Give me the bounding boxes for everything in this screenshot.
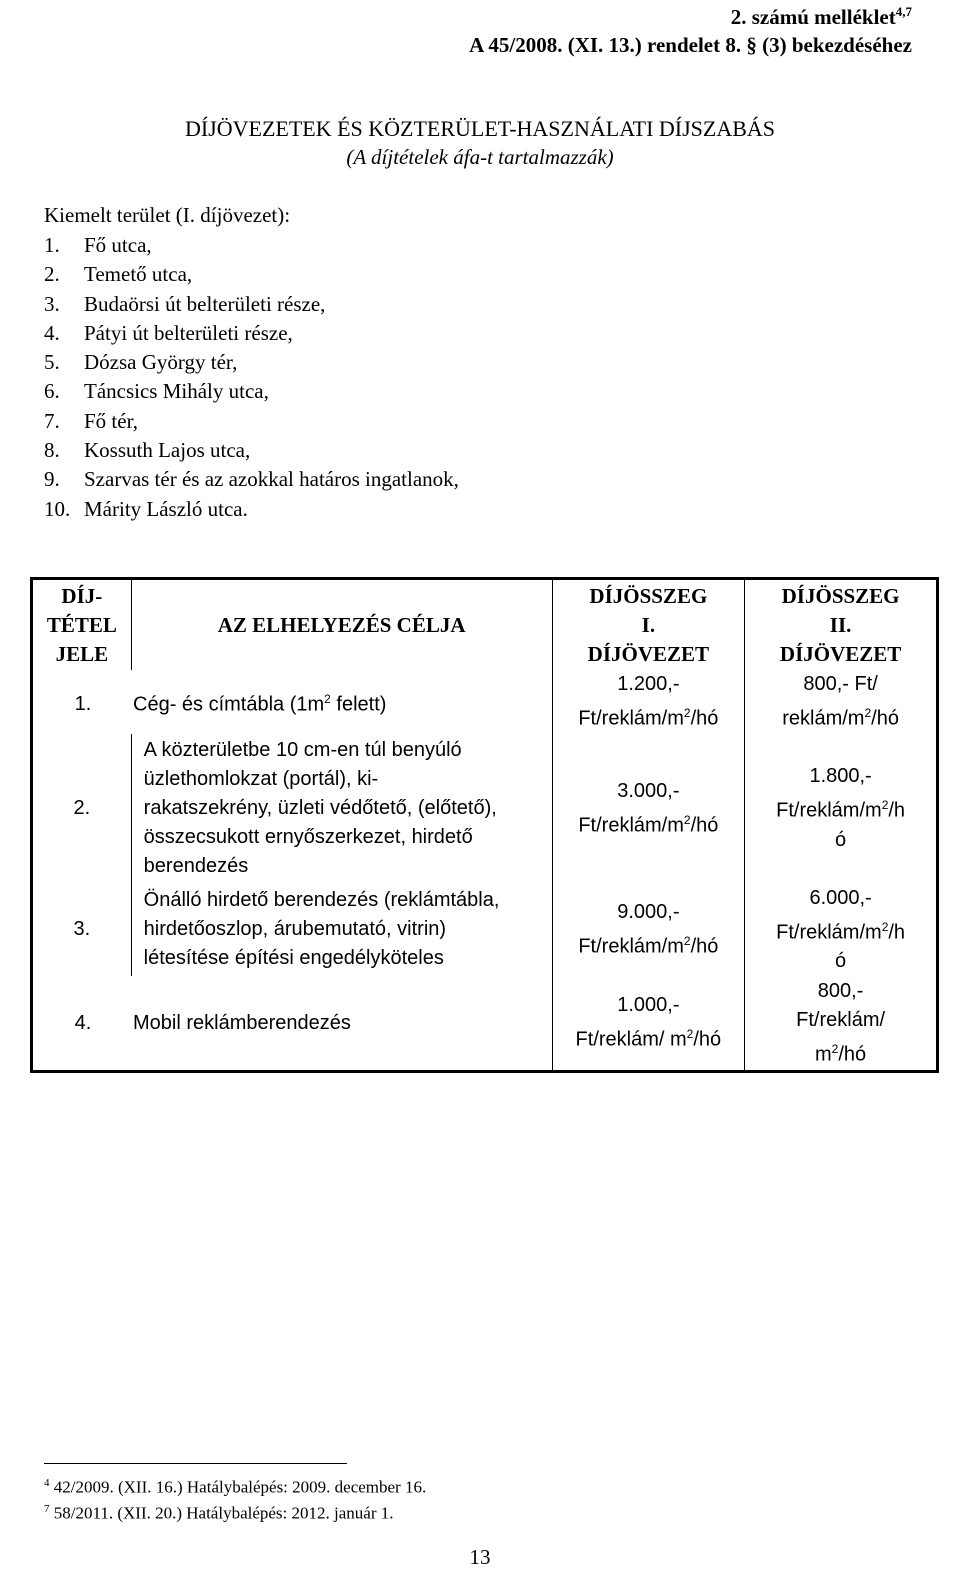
zone-1-fee: 3.000,- $Ft/reklám/m^2/hó$ — [552, 734, 745, 884]
header-purpose: AZ ELHELYEZÉS CÉLJA — [131, 579, 552, 671]
street-item: 8. Kossuth Lajos utca, — [44, 438, 251, 463]
street-item: 6. Táncsics Mihály utca, — [44, 379, 269, 404]
street-list — [44, 231, 459, 524]
street-item: 9. Szarvas tér és az azokkal határos ingatlanok, — [44, 467, 459, 492]
annex-title: 2. számú melléklet$^{4,7}$ — [730, 4, 912, 29]
row-code: 3. — [73, 918, 91, 941]
row-code: 2. — [73, 797, 91, 820]
table-header-row — [32, 579, 938, 671]
street-item: 1. Fő utca, — [44, 233, 152, 257]
row-code: 1. — [74, 693, 92, 716]
annex-footnote-refs: 4,7 — [895, 4, 912, 19]
zone-1-fee: 9.000,- $Ft/reklám/m^2/hó$ — [552, 884, 745, 977]
zone-2-fee: 800,- Ft/reklám/ $m^2/hó$ — [745, 976, 938, 1071]
street-item: 10. Márity László utca. — [44, 496, 248, 521]
page-number: 13 — [469, 1545, 491, 1569]
footnote: $^4$ 42/2009. (XII. 16.) Hatálybalépés: 2009. december 16. — [44, 1477, 427, 1497]
table-row — [32, 884, 938, 977]
row-purpose: 1. Cég- és címtábla ($1m^2$ felett) — [32, 670, 553, 734]
street-item: 7. Fő tér, — [44, 408, 138, 433]
fee-table — [30, 577, 939, 1073]
document-subtitle: (A díjtételek áfa-t tartalmazzák) — [346, 145, 614, 169]
footnote-divider — [44, 1463, 347, 1464]
street-item: 5. Dózsa György tér, — [44, 350, 238, 375]
decree-reference: A 45/2008. (XI. 13.) rendelet 8. § (3) bekezdéséhez — [469, 33, 912, 57]
footnote: $^7$ 58/2011. (XII. 20.) Hatálybalépés: 2012. január 1. — [44, 1503, 394, 1523]
document-title: DÍJÖVEZETEK ÉS KÖZTERÜLET-HASZNÁLATI DÍJSZABÁS — [184, 116, 776, 141]
row-purpose: 4. Mobil reklámberendezés — [32, 976, 553, 1071]
header-zone-1-fee: DÍJÖSSZEG I. DÍJÖVEZET — [552, 579, 745, 671]
zone-2-fee: 1.800,- $Ft/reklám/m^2/h$ ó — [745, 734, 938, 884]
zone-1-fee: 1.000,- Ft/reklám/ $m^2/hó$ — [552, 976, 745, 1071]
zone-2-fee: 800,- Ft/ reklám/$m^2/hó$ — [745, 670, 938, 734]
street-item: 3. Budaörsi út belterületi része, — [44, 291, 326, 316]
row-purpose: A közterületbe 10 cm-en túl benyúló üzlethomlokzat (portál), ki- rakatszekrény, üzleti védőtető, (előtető), összecsukott ernyőszerkezet, hirdető berendezés — [131, 734, 552, 884]
zone-1-fee: 1.200,- $Ft/reklám/m^2/hó$ — [552, 670, 745, 734]
row-purpose: Önálló hirdető berendezés (reklámtábla, hirdetőoszlop, árubemutató, vitrin) létesítése építési engedélyköteles — [131, 884, 552, 977]
street-item: 2. Temető utca, — [44, 262, 193, 287]
header-fee-code: DÍJ- TÉTEL JELE — [46, 583, 117, 666]
street-item: 4. Pátyi út belterületi része, — [44, 320, 293, 345]
priority-area-heading: Kiemelt terület (I. díjövezet): — [44, 203, 291, 227]
table-row — [32, 734, 938, 884]
table-row — [32, 670, 938, 734]
zone-2-fee: 6.000,- $Ft/reklám/m^2/h$ ó — [745, 884, 938, 977]
row-code: 4. — [74, 1011, 92, 1034]
table-row — [32, 976, 938, 1071]
header-zone-2-fee: DÍJÖSSZEG II. DÍJÖVEZET — [745, 579, 938, 671]
